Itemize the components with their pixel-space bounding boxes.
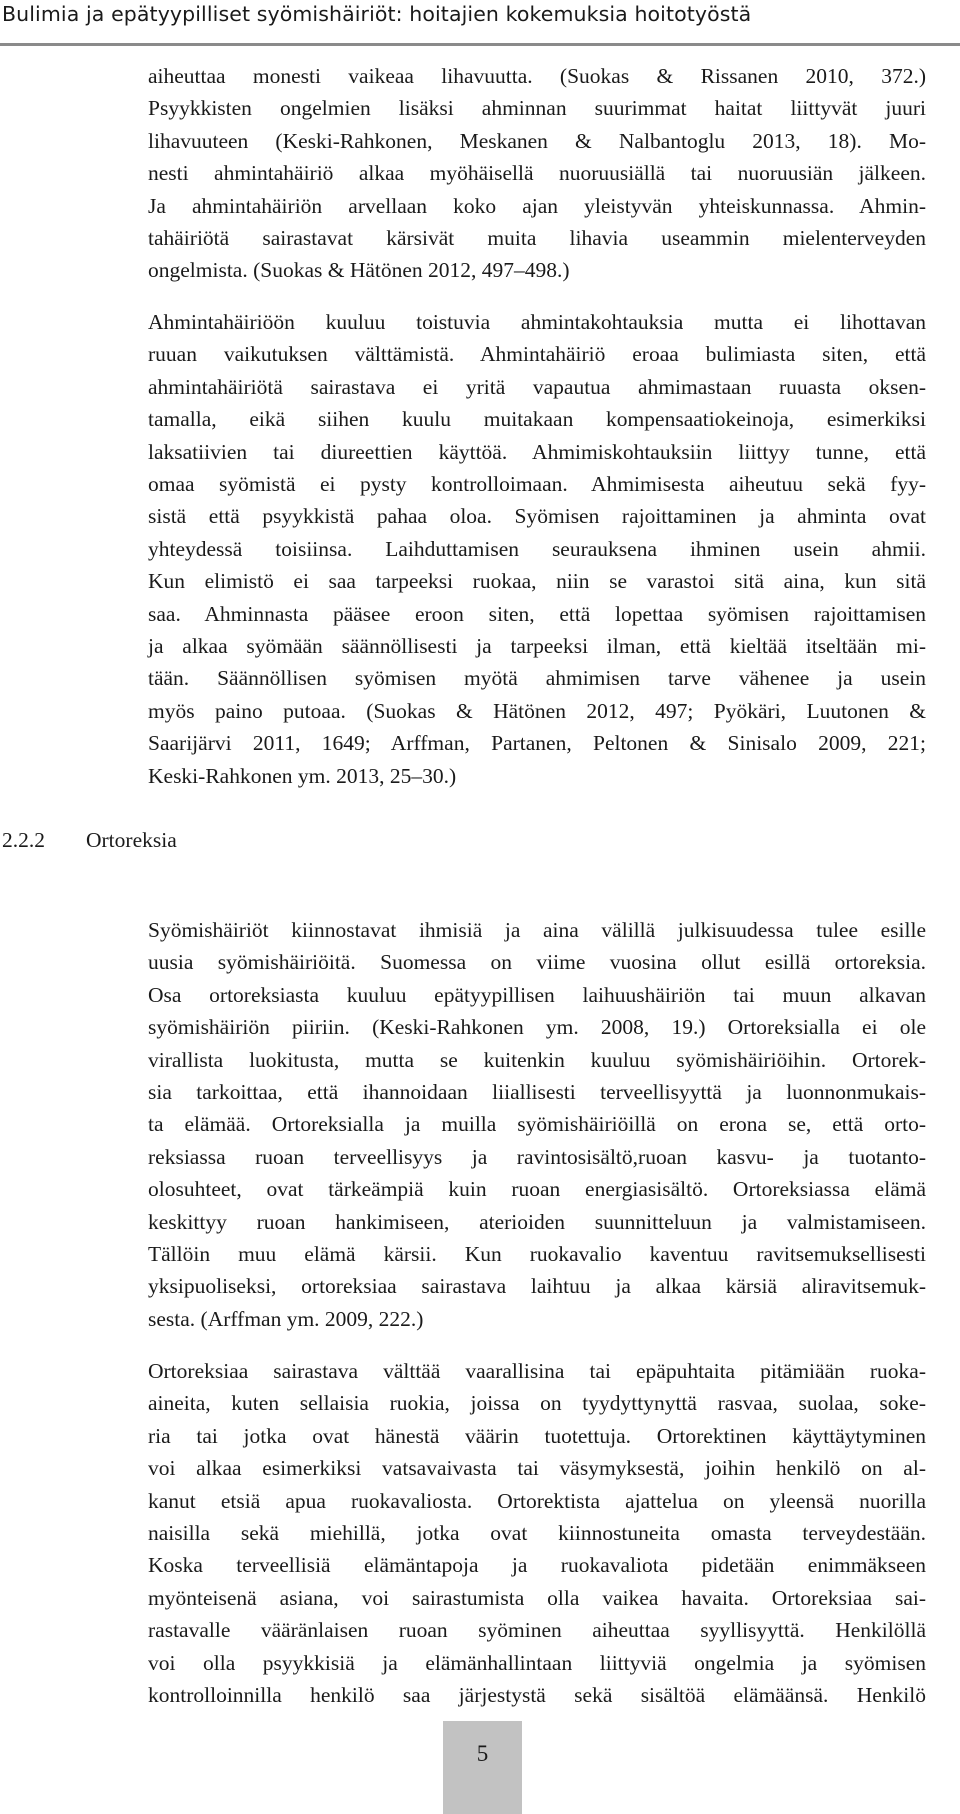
- page-number-box: [443, 1721, 522, 1814]
- text-line: yhteydessä toisiinsa. Laihduttamisen seurauksena ihminen usein ahmii.: [148, 536, 926, 561]
- text-line: aiheuttaa monesti vaikeaa lihavuutta. (Suokas & Rissanen 2010, 372.): [148, 64, 926, 88]
- paragraph-2: [148, 306, 926, 792]
- text-line: kanut etsiä apua ruokavaliosta. Ortorektista ajattelua on yleensä nuorilla: [148, 1488, 926, 1513]
- text-line: Ja ahmintahäiriön arvellaan koko ajan yleistyvän yhteiskunnassa. Ahmin-: [148, 193, 926, 218]
- text-line: Tällöin muu elämä kärsii. Kun ruokavalio kaventuu ravitsemuksellisesti: [148, 1242, 926, 1267]
- text-line: olosuhteet, ovat tärkeämpiä kuin ruoan energiasisältö. Ortoreksiassa elämä: [148, 1177, 926, 1202]
- text-line: Koska terveellisiä elämäntapoja ja ruokavaliota pidetään enimmäkseen: [148, 1553, 926, 1578]
- text-line: virallista luokitusta, mutta se kuitenkin kuuluu syömishäiriöihin. Ortorek-: [148, 1047, 926, 1072]
- text-line: sesta. (Arffman ym. 2009, 222.): [148, 1306, 424, 1331]
- text-line: uusia syömishäiriöitä. Suomessa on viime vuosina ollut esillä ortoreksia.: [148, 950, 926, 975]
- text-line: tamalla, eikä siihen kuulu muitakaan kompensaatiokeinoja, esimerkiksi: [148, 407, 926, 432]
- text-line: Ortoreksiaa sairastava välttää vaarallisina tai epäpuhtaita pitämiään ruoka-: [148, 1359, 926, 1383]
- text-line: ja alkaa syömään säännöllisesti ja tarpeeksi ilman, että kieltää itseltään mi-: [148, 634, 926, 659]
- text-line: Syömishäiriöt kiinnostavat ihmisiä ja aina välillä julkisuudessa tulee esille: [148, 918, 926, 942]
- text-line: Keski-Rahkonen ym. 2013, 25–30.): [148, 763, 457, 788]
- text-line: myönteisenä asiana, voi sairastumista olla vaikea havaita. Ortoreksiaa sai-: [148, 1585, 926, 1610]
- text-line: ta elämää. Ortoreksialla ja muilla syömishäiriöillä on erona se, että orto-: [148, 1112, 926, 1137]
- text-line: tään. Säännöllisen syömisen myötä ahmimisen tarve vähenee ja usein: [148, 666, 926, 691]
- section-heading: [2, 828, 177, 853]
- text-line: tahäiriötä sairastavat kärsivät muita lihavia useammin mielenterveyden: [148, 226, 926, 251]
- text-line: ruuan vaikutuksen välttämistä. Ahmintahäiriö eroaa bulimiasta siten, että: [148, 342, 926, 367]
- text-line: ria tai jotka ovat hänestä väärin tuotettuja. Ortorektinen käyttäytyminen: [148, 1423, 926, 1448]
- text-line: ahmintahäiriötä sairastava ei yritä vapautua ahmimastaan ruuasta oksen-: [148, 374, 926, 399]
- text-line: Saarijärvi 2011, 1649; Arffman, Partanen, Peltonen & Sinisalo 2009, 221;: [148, 731, 926, 756]
- running-header: [0, 0, 960, 46]
- header-title: Bulimia ja epätyypilliset syömishäiriöt: hoitajien kokemuksia hoitotyöstä: [2, 2, 752, 26]
- section-title: Ortoreksia: [86, 828, 177, 852]
- page-number: 5: [476, 1741, 489, 1766]
- text-line: keskittyy ruoan hankimiseen, aterioiden suunnitteluun ja valmistamiseen.: [148, 1209, 926, 1234]
- text-line: Psyykkisten ongelmien lisäksi ahminnan suurimmat haitat liittyvät juuri: [148, 96, 926, 121]
- text-line: voi alkaa esimerkiksi vatsavaivasta tai väsymyksestä, joihin henkilö on al-: [148, 1456, 926, 1481]
- text-line: voi olla psyykkisiä ja elämänhallintaan liittyviä ongelmia ja syömisen: [148, 1650, 926, 1675]
- text-line: Kun elimistö ei saa tarpeeksi ruokaa, niin se varastoi sitä aina, kun sitä: [148, 569, 926, 594]
- paragraph-1: [148, 60, 926, 287]
- paragraph-3: [148, 914, 926, 1335]
- text-line: rastavalle vääränlaisen ruoan syöminen aiheuttaa syyllisyyttä. Henkilöllä: [148, 1618, 926, 1643]
- text-line: myös paino putoaa. (Suokas & Hätönen 2012, 497; Pyökäri, Luutonen &: [148, 698, 926, 723]
- text-line: sia tarkoittaa, että ihannoidaan liiallisesti terveellisyyttä ja luonnonmukais-: [148, 1080, 926, 1105]
- text-line: Ahmintahäiriöön kuuluu toistuvia ahmintakohtauksia mutta ei lihottavan: [148, 310, 926, 334]
- text-line: nesti ahmintahäiriö alkaa myöhäisellä nuoruusiällä tai nuoruusiän jälkeen.: [148, 161, 926, 186]
- text-line: naisilla sekä miehillä, jotka ovat kiinnostuneita omasta terveydestään.: [148, 1521, 926, 1546]
- section-number: 2.2.2: [2, 828, 45, 852]
- text-line: Osa ortoreksiasta kuuluu epätyypillisen laihuushäiriön tai muun alkavan: [148, 982, 926, 1007]
- text-line: sistä että psyykkistä pahaa oloa. Syömisen rajoittaminen ja ahminta ovat: [148, 504, 926, 529]
- text-line: yksipuoliseksi, ortoreksiaa sairastava laihtuu ja alkaa kärsiä aliravitsemuk-: [148, 1274, 926, 1299]
- text-line: laksatiivien tai diureettien käyttöä. Ahmimiskohtauksiin liittyy tunne, että: [148, 439, 926, 464]
- paragraph-4: [148, 1355, 926, 1711]
- text-line: omaa syömistä ei pysty kontrolloimaan. Ahmimisesta aiheutuu sekä fyy-: [148, 472, 926, 497]
- text-line: syömishäiriön piiriin. (Keski-Rahkonen ym. 2008, 19.) Ortoreksialla ei ole: [148, 1015, 926, 1040]
- text-line: lihavuuteen (Keski-Rahkonen, Meskanen & Nalbantoglu 2013, 18). Mo-: [148, 128, 926, 153]
- text-line: kontrolloinnilla henkilö saa järjestystä sekä sisältöä elämäänsä. Henkilö: [148, 1683, 926, 1708]
- text-line: aineita, kuten sellaisia ruokia, joissa on tyydyttynyttä rasvaa, suolaa, soke-: [148, 1391, 926, 1416]
- text-line: saa. Ahminnasta pääsee eroon siten, että lopettaa syömisen rajoittamisen: [148, 601, 926, 626]
- text-line: ongelmista. (Suokas & Hätönen 2012, 497–498.): [148, 258, 570, 283]
- text-line: reksiassa ruoan terveellisyys ja ravintosisältö,ruoan kasvu- ja tuotanto-: [148, 1144, 926, 1169]
